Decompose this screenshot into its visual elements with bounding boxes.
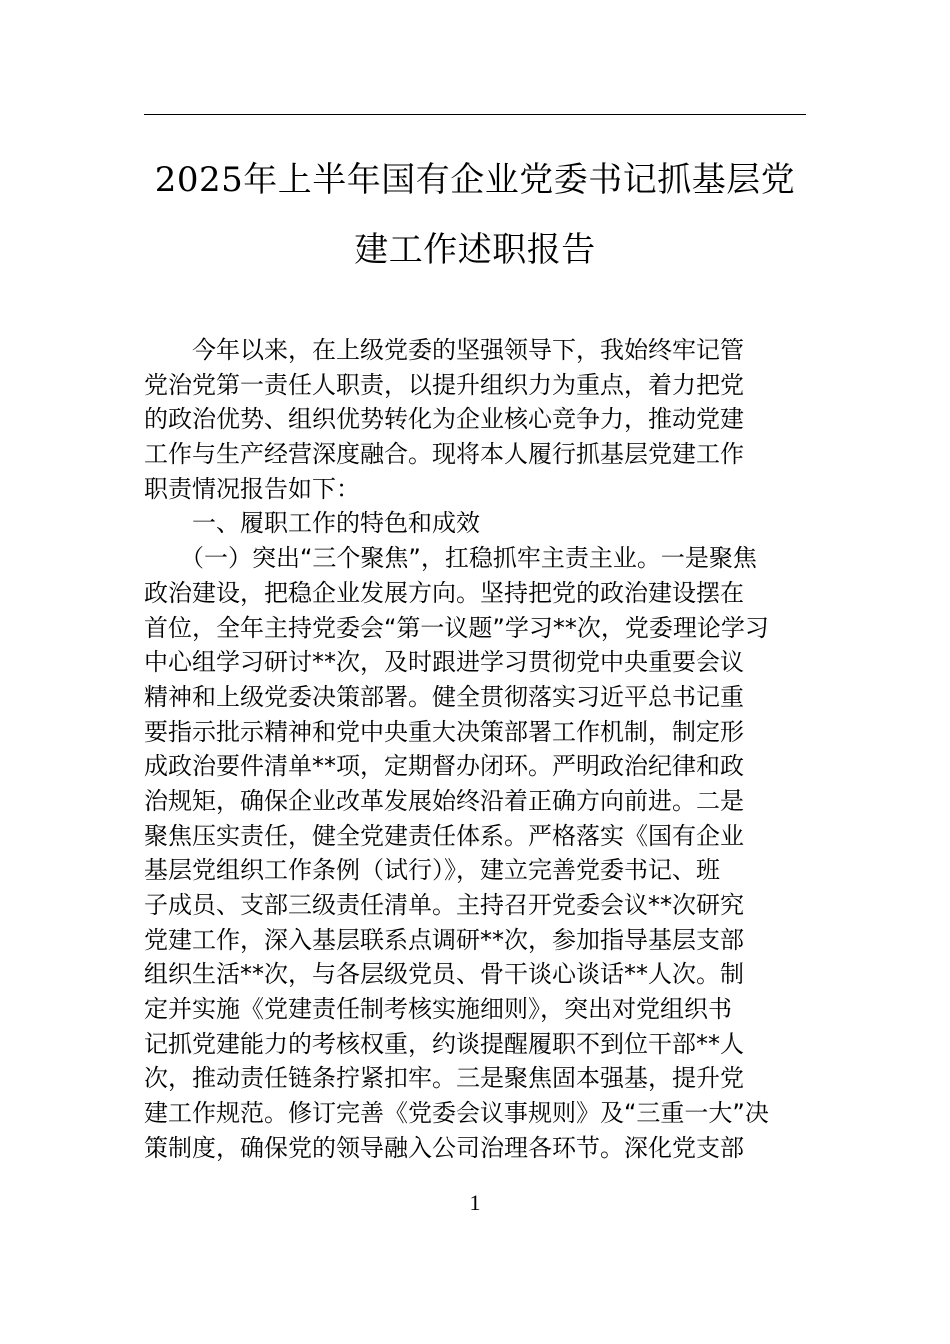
section-line-7: 成政治要件清单**项，定期督办闭环。严明政治纪律和政 xyxy=(144,752,744,781)
section-line-12: 党建工作，深入基层联系点调研**次，参加指导基层支部 xyxy=(144,925,744,954)
intro-paragraph xyxy=(144,333,806,506)
section-line-16: 次，推动责任链条拧紧扣牢。三是聚焦固本强基，提升党 xyxy=(144,1064,744,1093)
section-line-1: （一）突出“三个聚焦”，扛稳抓牢主责主业。一是聚焦 xyxy=(180,544,757,573)
section-line-14: 定并实施《党建责任制考核实施细则》，突出对党组织书 xyxy=(144,995,732,1024)
header-rule xyxy=(144,114,806,115)
intro-line-2: 党治党第一责任人职责，以提升组织力为重点，着力把党 xyxy=(144,370,744,399)
section-line-9: 聚焦压实责任，健全党建责任体系。严格落实《国有企业 xyxy=(144,821,744,850)
intro-line-3: 的政治优势、组织优势转化为企业核心竞争力，推动党建 xyxy=(144,405,744,434)
section-line-2: 政治建设，把稳企业发展方向。坚持把党的政治建设摆在 xyxy=(144,578,744,607)
title-line-2: 建工作述职报告 xyxy=(354,230,596,270)
section-line-18: 策制度，确保党的领导融入公司治理各环节。深化党支部 xyxy=(144,1133,744,1162)
section-line-6: 要指示批示精神和党中央重大决策部署工作机制，制定形 xyxy=(144,717,744,746)
section-heading-text: 一、履职工作的特色和成效 xyxy=(192,509,480,538)
section-paragraph xyxy=(144,541,806,1165)
intro-line-4: 工作与生产经营深度融合。现将本人履行抓基层党建工作 xyxy=(144,440,744,469)
section-line-15: 记抓党建能力的考核权重，约谈提醒履职不到位干部**人 xyxy=(144,1029,744,1058)
section-line-5: 精神和上级党委决策部署。健全贯彻落实习近平总书记重 xyxy=(144,682,744,711)
document-title xyxy=(144,145,806,285)
intro-line-5: 职责情况报告如下： xyxy=(144,474,360,503)
intro-line-1: 今年以来，在上级党委的坚强领导下，我始终牢记管 xyxy=(192,336,744,364)
section-line-11: 子成员、支部三级责任清单。主持召开党委会议**次研究 xyxy=(144,891,744,919)
section-line-13: 组织生活**次，与各层级党员、骨干谈心谈话**人次。制 xyxy=(144,960,744,989)
document-body xyxy=(144,333,806,1166)
section-line-8: 治规矩，确保企业改革发展始终沿着正确方向前进。二是 xyxy=(144,786,744,815)
section-line-4: 中心组学习研讨**次，及时跟进学习贯彻党中央重要会议 xyxy=(144,648,744,677)
section-line-10: 基层党组织工作条例（试行）》，建立完善党委书记、班 xyxy=(144,856,720,885)
title-line-1: 2025年上半年国有企业党委书记抓基层党 xyxy=(154,160,796,200)
section-heading xyxy=(144,506,806,541)
page-number: 1 xyxy=(469,1190,481,1215)
section-line-3: 首位，全年主持党委会“第一议题”学习**次，党委理论学习 xyxy=(144,613,769,642)
section-line-17: 建工作规范。修订完善《党委会议事规则》及“三重一大”决 xyxy=(144,1099,769,1128)
